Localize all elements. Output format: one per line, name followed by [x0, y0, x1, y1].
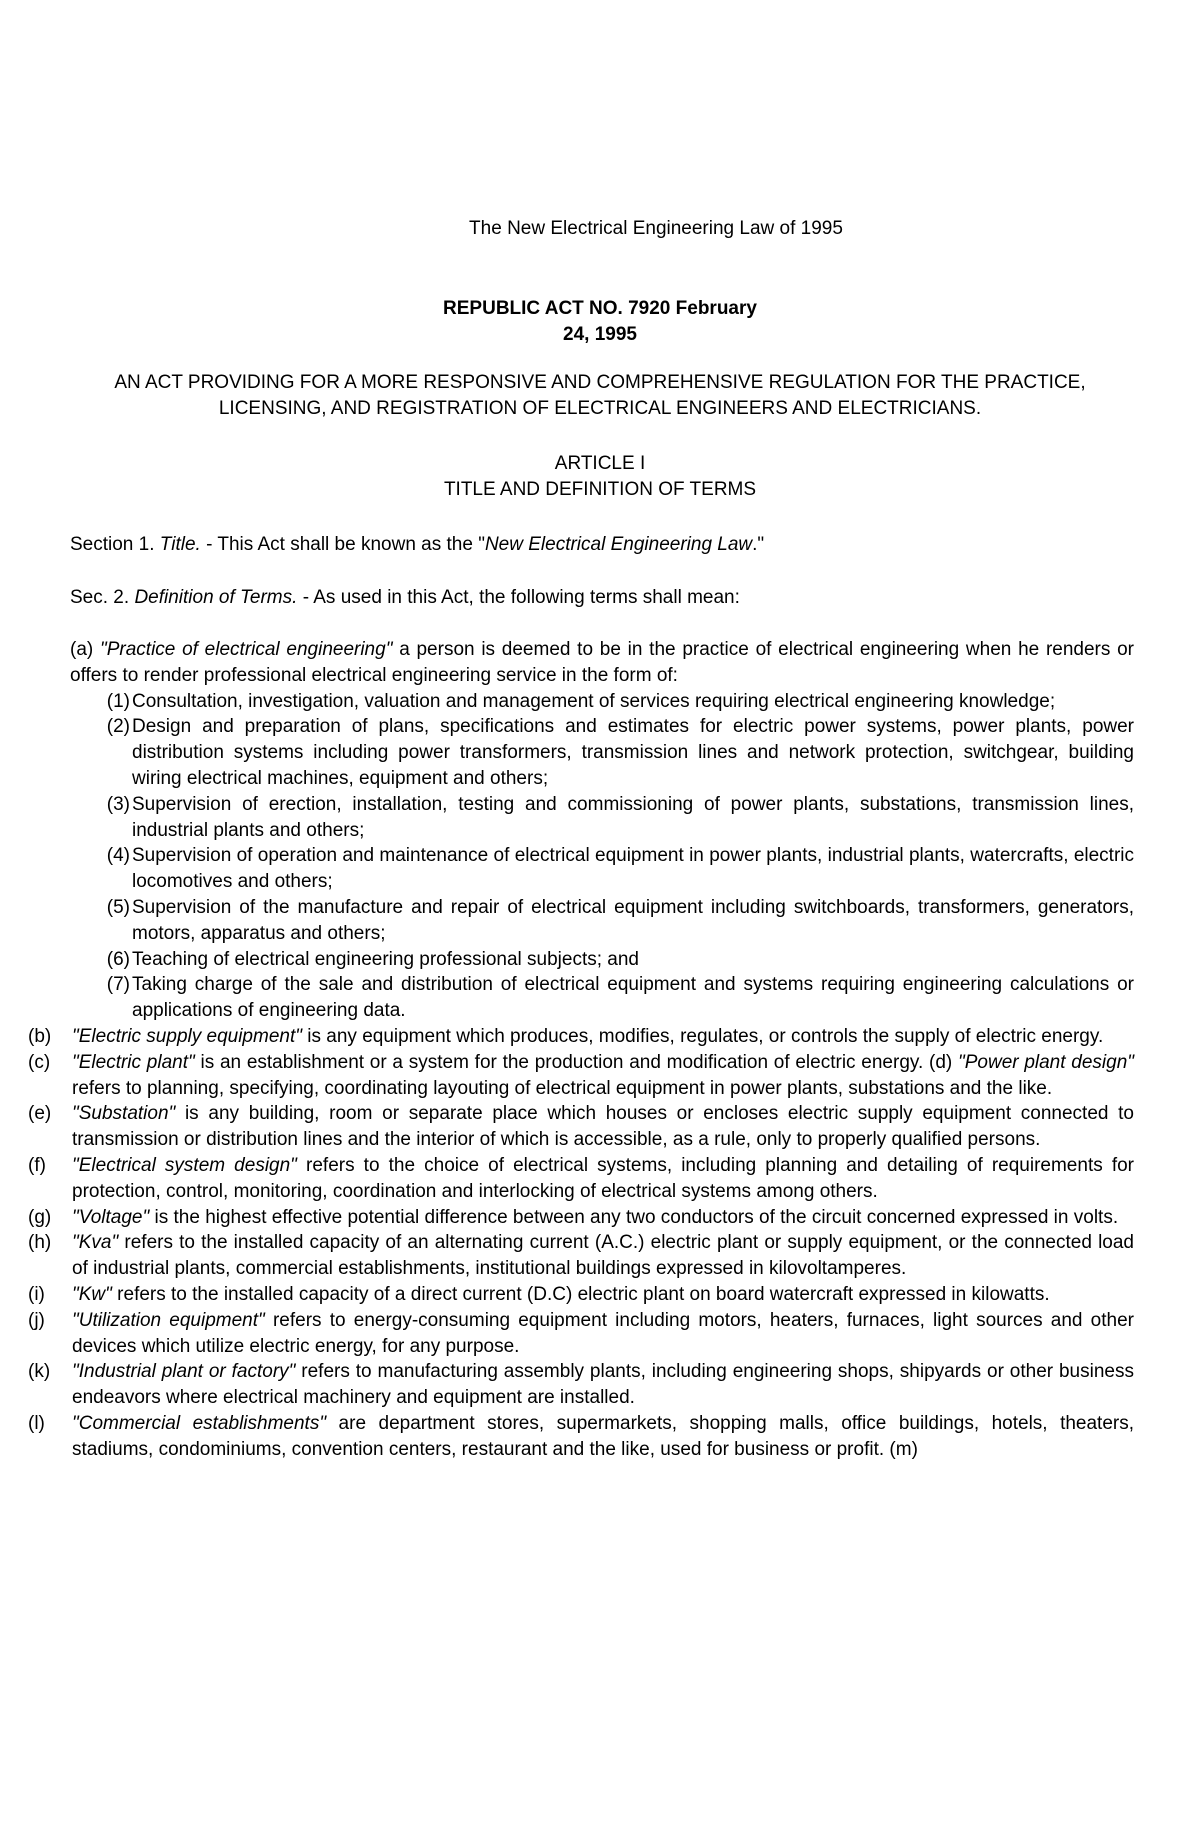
definition-text: is an establishment or a system for the production and modification of electric energy. (d): [194, 1051, 958, 1073]
section-1-text-before: - This Act shall be known as the ": [200, 534, 485, 555]
definitions-b-to-m: [28, 1024, 1134, 1463]
practice-item-number: (3): [106, 793, 130, 815]
definition-term: "Electrical system design": [72, 1154, 297, 1176]
definition-term: "Utilization equipment": [72, 1309, 265, 1331]
practice-item-number: (7): [106, 974, 130, 996]
definitions-list: [28, 637, 1134, 1463]
section-1-act-name: New Electrical Engineering Law: [484, 534, 753, 555]
definition-item: [28, 1230, 1134, 1282]
act-description: AN ACT PROVIDING FOR A MORE RESPONSIVE AND COMPREHENSIVE REGULATION FOR THE PRACTICE, LICENSING, AND REGISTRATION OF ELECTRICAL ENGINEERS AND ELECTRICIANS.: [114, 372, 1086, 419]
definition-text: refers to planning, specifying, coordinating layouting of electrical equipment in power plants, substations and the like.: [72, 1077, 1053, 1099]
practice-item-text: Design and preparation of plans, specifications and estimates for electric power systems, power plants, power distribution systems including power transformers, transmission lines and network protection, switchgear, building wiring electrical machines, equipment and others;: [132, 716, 1134, 789]
definition-item: [28, 1101, 1134, 1153]
practice-item-number: (1): [106, 690, 130, 712]
practice-item-number: (6): [106, 948, 130, 970]
section-1-prefix: Section 1.: [70, 534, 155, 555]
definition-item: [28, 1359, 1134, 1411]
definition-term: "Power plant design": [957, 1051, 1135, 1073]
practice-item-number: (2): [106, 716, 130, 738]
practice-item: [28, 895, 1134, 947]
definition-body: [72, 1230, 1134, 1282]
definition-a: [28, 637, 1134, 689]
definition-text: is any building, room or separate place which houses or encloses electric supply equipment connected to transmission or distribution lines and the interior of which is accessible, as a rule, only to properly qualified persons.: [72, 1103, 1134, 1151]
definition-term: "Kw": [72, 1283, 112, 1305]
definition-label: (c): [28, 1051, 51, 1073]
definition-body: [72, 1411, 1134, 1463]
definition-text: are department stores, supermarkets, shopping malls, office buildings, hotels, theaters, stadiums, condominiums, convention centers, restaurant and the like, used for business or profit. (m): [72, 1412, 1134, 1460]
definition-label: (k): [28, 1361, 51, 1383]
section-2-prefix: Sec. 2.: [70, 587, 130, 608]
section-2-heading: Definition of Terms.: [134, 587, 298, 608]
definition-term: "Voltage": [72, 1206, 150, 1228]
definition-label: (i): [28, 1283, 45, 1305]
practice-item: [28, 947, 1134, 973]
definition-label: (g): [28, 1206, 52, 1228]
practice-item-text: Consultation, investigation, valuation and management of services requiring electrical engineering knowledge;: [132, 690, 1056, 712]
definition-item: [28, 1050, 1134, 1102]
definition-body: [72, 1024, 1134, 1050]
definition-text: refers to the choice of electrical systems, including planning and detailing of requirements for protection, control, monitoring, coordination and interlocking of electrical systems among others.: [72, 1154, 1134, 1202]
article-number: ARTICLE I: [554, 453, 646, 474]
practice-item-text: Teaching of electrical engineering professional subjects; and: [132, 948, 639, 970]
definition-item: [28, 1411, 1134, 1463]
definition-body: [72, 1205, 1134, 1231]
definition-term: "Commercial establishments": [72, 1412, 327, 1434]
section-2: [70, 585, 1130, 611]
practice-item-number: (5): [106, 896, 130, 918]
definition-item: [28, 1308, 1134, 1360]
definition-term: "Kva": [72, 1232, 119, 1254]
definition-text: a person is deemed to be in the practice of electrical engineering when he renders or offers to render professional electrical engineering service in the form of:: [70, 639, 1134, 686]
definition-text: refers to the installed capacity of a direct current (D.C) electric plant on board watercraft expressed in kilowatts.: [111, 1283, 1050, 1305]
definition-label: (b): [28, 1025, 52, 1047]
definition-body: [72, 1282, 1134, 1308]
document-title: The New Electrical Engineering Law of 1995: [469, 218, 843, 239]
act-number: [0, 296, 1200, 348]
definition-text: is any equipment which produces, modifies, regulates, or controls the supply of electric energy.: [302, 1025, 1104, 1047]
definition-term: "Electric supply equipment": [72, 1025, 302, 1047]
practice-item: [28, 689, 1134, 715]
definition-body: [72, 1050, 1134, 1102]
practice-item: [28, 972, 1134, 1024]
definition-text: refers to manufacturing assembly plants, including engineering shops, shipyards or other business endeavors where electrical machinery and equipment are installed.: [72, 1361, 1134, 1409]
definition-label: (h): [28, 1232, 52, 1254]
definition-term: "Electric plant": [72, 1051, 195, 1073]
definition-label: (j): [28, 1309, 45, 1331]
practice-item-text: Supervision of erection, installation, testing and commissioning of power plants, substations, transmission lines, industrial plants and others;: [132, 793, 1134, 841]
practice-item: [28, 843, 1134, 895]
definition-term: "Practice of electrical engineering": [99, 639, 393, 660]
definition-text: refers to the installed capacity of an alternating current (A.C.) electric plant or supply equipment, or the connected load of industrial plants, commercial establishments, institutional buildings expressed in kilovoltamperes.: [72, 1232, 1134, 1280]
practice-item-text: Supervision of the manufacture and repair of electrical equipment including switchboards, transformers, generators, motors, apparatus and others;: [132, 896, 1134, 944]
section-1-heading: Title.: [159, 534, 201, 555]
practice-item-text: Taking charge of the sale and distribution of electrical equipment and systems requiring engineering calculations or applications of engineering data.: [132, 974, 1134, 1022]
definition-item: [28, 1282, 1134, 1308]
definition-label: (e): [28, 1103, 52, 1125]
practice-item-text: Supervision of operation and maintenance of electrical equipment in power plants, industrial plants, watercrafts, electric locomotives and others;: [132, 845, 1134, 893]
definition-item: [28, 1205, 1134, 1231]
definition-label: (f): [28, 1154, 46, 1176]
definition-body: [72, 1308, 1134, 1360]
section-1: [70, 532, 1130, 558]
definition-term: "Industrial plant or factory": [72, 1361, 296, 1383]
definition-body: [72, 1153, 1134, 1205]
definition-item: [28, 1153, 1134, 1205]
definition-label: (a): [70, 639, 94, 660]
act-number-line1: REPUBLIC ACT NO. 7920 February: [443, 298, 757, 319]
practice-item: [28, 792, 1134, 844]
act-number-line2: 24, 1995: [563, 323, 637, 345]
definition-term: "Substation": [72, 1103, 176, 1125]
definition-body: [72, 1101, 1134, 1153]
article-heading: [0, 451, 1200, 503]
definition-label: (l): [28, 1412, 45, 1434]
practice-item-number: (4): [106, 845, 130, 867]
section-1-text-after: .": [752, 534, 765, 555]
section-2-text: - As used in this Act, the following terms shall mean:: [297, 587, 740, 608]
definition-text: refers to energy-consuming equipment including motors, heaters, furnaces, light sources and other devices which utilize electric energy, for any purpose.: [72, 1309, 1134, 1357]
practice-item: [28, 714, 1134, 791]
article-title: TITLE AND DEFINITION OF TERMS: [443, 478, 757, 500]
definition-body: [72, 1359, 1134, 1411]
definition-text: is the highest effective potential difference between any two conductors of the circuit concerned expressed in volts.: [149, 1206, 1119, 1228]
definition-item: [28, 1024, 1134, 1050]
practice-items: [28, 689, 1134, 1024]
